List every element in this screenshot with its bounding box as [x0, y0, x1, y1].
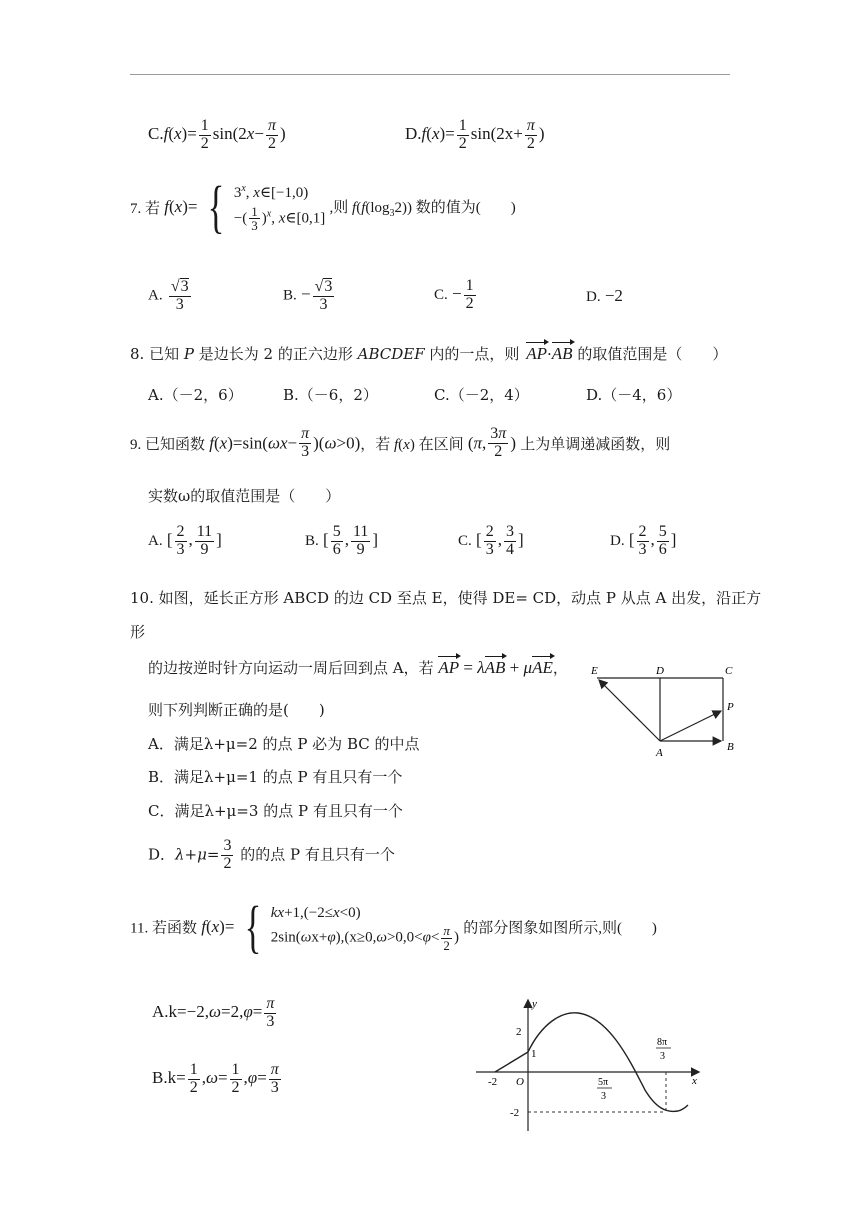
fig-label-c: C	[725, 665, 733, 677]
q6-option-c: C.f(x)= $\frac{1}{2}$ sin(2x− $\frac{\pi}{2}$ )	[148, 117, 286, 152]
tick-y-2: 2	[516, 1026, 522, 1038]
svg-text:3: 3	[660, 1051, 665, 1062]
tick-x-neg2: -2	[488, 1076, 498, 1088]
q10-option-b: B．满足λ+μ=1 的点 P 有且只有一个	[148, 768, 403, 786]
svg-text:3: 3	[601, 1091, 606, 1102]
q7-option-c: C. − $\frac{1}{2}$	[434, 277, 474, 312]
q9-option-c: C. [ $\frac{2}{3}$ , $\frac{3}{4}$ ]	[458, 523, 524, 558]
q9-option-d: D. [ $\frac{2}{3}$ , $\frac{5}{6}$ ]	[610, 523, 677, 558]
q7-option-b: B. − $\frac{√3}{3}$	[283, 278, 333, 313]
q8-option-d: D.（－4，6）	[586, 386, 682, 404]
q11-stem: 11. 若函数 f(x)= { kx+1,(−2≤x<0) 2sin(ωx+φ),(x≥0,ω>0,0<φ< $\frac{\pi}{2}$ ) 的部分图象如图所示,则( )	[130, 894, 657, 959]
q8-stem: 8. 已知 P 是边长为 2 的正六边形 ABCDEF 内的一点，则 AP·AB 的取值范围是（ ）	[130, 344, 728, 363]
q9-stem: 9. 已知函数 f(x)=sin(ωx− $\frac{\pi}{3}$ )(ω>0)，若 f(x) 在区间 (π, $\frac{3\pi}{2}$ ) 上为单调递减函数，则	[130, 425, 671, 460]
tick-y-neg2: -2	[510, 1107, 520, 1119]
q10-line2: 的边按逆时针方向运动一周后回到点 A，若 AP = λAB + μAE，	[148, 658, 568, 677]
x-axis-label: x	[692, 1075, 697, 1087]
q11-option-b: B.k= $\frac{1}{2}$ ,ω= $\frac{1}{2}$ ,φ= $\frac{\pi}{3}$	[152, 1061, 279, 1096]
q11-function-graph	[470, 995, 710, 1135]
q7-stem: 7. 若 f(x)= { 3$^x$, x∈[−1,0) −( $\frac{1}{3}$ )$^x$, x∈[0,1] ,则 $f(f(\log_32))$ 数的值为( )	[130, 174, 516, 239]
header-rule	[130, 74, 730, 75]
q6-option-d: D.f(x)= $\frac{1}{2}$ sin(2x+ $\frac{\pi}{2}$ )	[405, 117, 545, 152]
q9-option-a: A. [ $\frac{2}{3}$ , $\frac{11}{9}$ ]	[148, 523, 222, 558]
q10-line1: 10. 如图，延长正方形 ABCD 的边 CD 至点 E，使得 DE= CD，动点 P 从点 A 出发，沿正方	[130, 589, 762, 607]
fig-label-e: E	[591, 665, 598, 677]
svg-text:5π: 5π	[598, 1077, 609, 1088]
q8-option-c: C.（－2，4）	[434, 386, 529, 404]
sine-curve	[528, 1013, 688, 1112]
q9-option-b: B. [ $\frac{5}{6}$ , $\frac{11}{9}$ ]	[305, 523, 379, 558]
q10-option-d: D．λ+μ= $\frac{3}{2}$ 的的点 P 有且只有一个	[148, 837, 395, 872]
tick-y-1: 1	[531, 1048, 537, 1060]
svg-text:8π: 8π	[657, 1037, 668, 1048]
q10-option-c: C．满足λ+μ=3 的点 P 有且只有一个	[148, 802, 403, 820]
fig-label-b: B	[727, 741, 734, 753]
fig-label-p: P	[727, 701, 734, 713]
q9-line2: 实数ω的取值范围是（ ）	[148, 487, 341, 505]
q7-option-a: A. $\frac{√3}{3}$	[148, 278, 189, 313]
fig-label-a: A	[656, 747, 663, 759]
tick-x-5pi3	[597, 1077, 612, 1102]
q11-option-a: A.k=−2,ω=2,φ= $\frac{\pi}{3}$	[152, 995, 275, 1030]
q10-line3: 则下列判断正确的是( )	[148, 701, 325, 719]
tick-x-8pi3	[656, 1037, 671, 1062]
y-axis-label: y	[532, 998, 537, 1010]
q10-option-a: A．满足λ+μ=2 的点 P 必为 BC 的中点	[148, 735, 420, 753]
q10-line1b: 形	[130, 623, 146, 641]
q8-option-a: A.（－2，6）	[148, 386, 243, 404]
q10-square-figure	[585, 660, 745, 760]
origin-label: O	[516, 1076, 524, 1088]
q7-option-d: D. −2	[586, 286, 623, 305]
fig-label-d: D	[656, 665, 664, 677]
linear-segment	[495, 1052, 528, 1072]
q8-option-b: B.（－6，2）	[283, 386, 378, 404]
